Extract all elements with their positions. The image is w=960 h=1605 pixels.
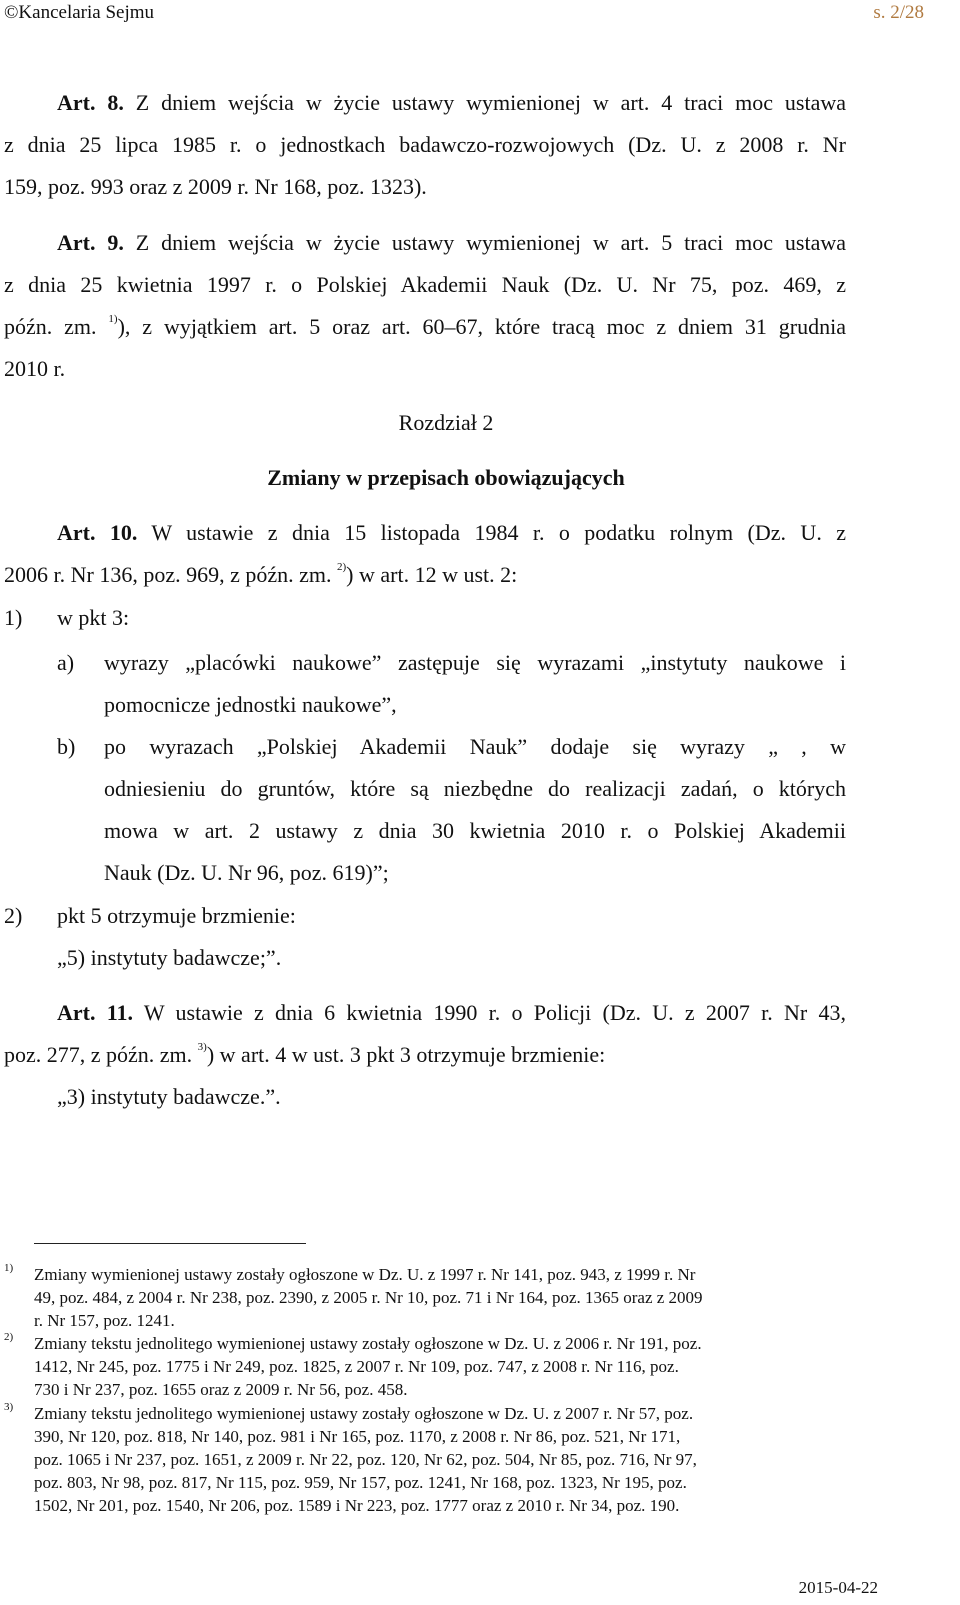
header-page-number: s. 2/28 (873, 2, 924, 23)
footnote-ref-1[interactable]: 1) (108, 313, 118, 325)
art10-line-2: 2006 r. Nr 136, poz. 969, z późn. zm. $^{2)}$) w art. 12 w ust. 2: (4, 561, 518, 587)
footnote-number: 2) (4, 1331, 14, 1343)
footnote-line: 1502, Nr 201, poz. 1540, Nr 206, poz. 1589 i Nr 223, poz. 1777 oraz z 2010 r. Nr 34, poz. 190. (34, 1496, 680, 1515)
art8-line-1: Art. 8. Z dniem wejścia w życie ustawy wymienionej w art. 4 traci moc ustawa (57, 90, 846, 115)
art9-label: Art. 9. (57, 230, 124, 255)
footnote-line: Zmiany wymienionej ustawy zostały ogłoszone w Dz. U. z 1997 r. Nr 141, poz. 943, z 1999 r. Nr (34, 1265, 696, 1284)
chapter-title: Zmiany w przepisach obowiązujących (267, 465, 625, 490)
art10-item-1-number: 1) (4, 605, 23, 630)
art10-item-b-line-1: po wyrazach „Polskiej Akademii Nauk” dodaje się wyrazy „ , w (104, 734, 846, 759)
footnote-number: 3) (4, 1401, 14, 1413)
footnote-number: 1) (4, 1262, 14, 1274)
footnote-line: poz. 1065 i Nr 237, poz. 1651, z 2009 r. Nr 22, poz. 120, Nr 62, poz. 504, Nr 85, poz. 716, Nr 97, (34, 1450, 697, 1469)
footer-date: 2015-04-22 (798, 1578, 878, 1597)
art11-label: Art. 11. (57, 1000, 134, 1025)
art9-line-4: 2010 r. (4, 356, 66, 381)
art8-label: Art. 8. (57, 90, 124, 115)
art10-line-1: Art. 10. W ustawie z dnia 15 listopada 1984 r. o podatku rolnym (Dz. U. z (57, 520, 846, 545)
footnote-line: Zmiany tekstu jednolitego wymienionej ustawy zostały ogłoszone w Dz. U. z 2006 r. Nr 191, poz. (34, 1334, 702, 1353)
art10-item-2-text: pkt 5 otrzymuje brzmienie: (57, 903, 296, 928)
art9-line-3: późn. zm. $^{1)}$), z wyjątkiem art. 5 oraz art. 60–67, które tracą moc z dniem 31 grudnia (4, 313, 846, 339)
art10-item-a-line-1: wyrazy „placówki naukowe” zastępuje się wyrazami „instytuty naukowe i (104, 650, 846, 675)
footnote-line: r. Nr 157, poz. 1241. (34, 1311, 175, 1330)
art8-line-2: z dnia 25 lipca 1985 r. o jednostkach badawczo-rozwojowych (Dz. U. z 2008 r. Nr (4, 132, 846, 157)
art10-item-2-quote: „5) instytuty badawcze;”. (57, 945, 282, 970)
art11-line-1: Art. 11. W ustawie z dnia 6 kwietnia 1990 r. o Policji (Dz. U. z 2007 r. Nr 43, (57, 1000, 847, 1025)
art10-item-a-letter: a) (57, 650, 75, 675)
art11-quote: „3) instytuty badawcze.”. (57, 1084, 281, 1109)
art9-line-2: z dnia 25 kwietnia 1997 r. o Polskiej Akademii Nauk (Dz. U. Nr 75, poz. 469, z (4, 272, 846, 297)
footnote-line: 49, poz. 484, z 2004 r. Nr 238, poz. 2390, z 2005 r. Nr 10, poz. 71 i Nr 164, poz. 1365 oraz z 2009 (34, 1288, 703, 1307)
footnote-line: 730 i Nr 237, poz. 1655 oraz z 2009 r. Nr 56, poz. 458. (34, 1380, 408, 1399)
art10-item-b-line-3: mowa w art. 2 ustawy z dnia 30 kwietnia 2010 r. o Polskiej Akademii (104, 818, 846, 843)
footnote-line: 1412, Nr 245, poz. 1775 i Nr 249, poz. 1825, z 2007 r. Nr 109, poz. 747, z 2008 r. Nr 116, poz. (34, 1357, 679, 1376)
art10-item-b-letter: b) (57, 734, 76, 759)
art10-item-b-line-2: odniesieniu do gruntów, które są niezbędne do realizacji zadań, o których (104, 776, 846, 801)
art11-line-2: poz. 277, z późn. zm. $^{3)}$) w art. 4 w ust. 3 pkt 3 otrzymuje brzmienie: (4, 1041, 606, 1067)
footnote-divider (34, 1243, 306, 1244)
art8-line-3: 159, poz. 993 oraz z 2009 r. Nr 168, poz. 1323). (4, 174, 427, 199)
footnote-line: Zmiany tekstu jednolitego wymienionej ustawy zostały ogłoszone w Dz. U. z 2007 r. Nr 57, poz. (34, 1404, 694, 1423)
footnote-line: 390, Nr 120, poz. 818, Nr 140, poz. 981 i Nr 165, poz. 1170, z 2008 r. Nr 86, poz. 521, Nr 171, (34, 1427, 681, 1446)
art10-item-2-number: 2) (4, 903, 23, 928)
art10-item-b-line-4: Nauk (Dz. U. Nr 96, poz. 619)”; (104, 860, 389, 885)
art10-item-1-text: w pkt 3: (57, 605, 130, 630)
footnote-line: poz. 803, Nr 98, poz. 817, Nr 115, poz. 959, Nr 157, poz. 1241, Nr 168, poz. 1323, Nr 195, poz. (34, 1473, 687, 1492)
chapter-number: Rozdział 2 (398, 410, 494, 435)
art9-line-1: Art. 9. Z dniem wejścia w życie ustawy wymienionej w art. 5 traci moc ustawa (57, 230, 846, 255)
footnote-ref-2[interactable]: 2) (337, 561, 347, 573)
footnote-ref-3[interactable]: 3) (197, 1041, 207, 1053)
art10-label: Art. 10. (57, 520, 138, 545)
header-publisher: ©Kancelaria Sejmu (4, 2, 155, 23)
art10-item-a-line-2: pomocnicze jednostki naukowe”, (104, 692, 397, 717)
